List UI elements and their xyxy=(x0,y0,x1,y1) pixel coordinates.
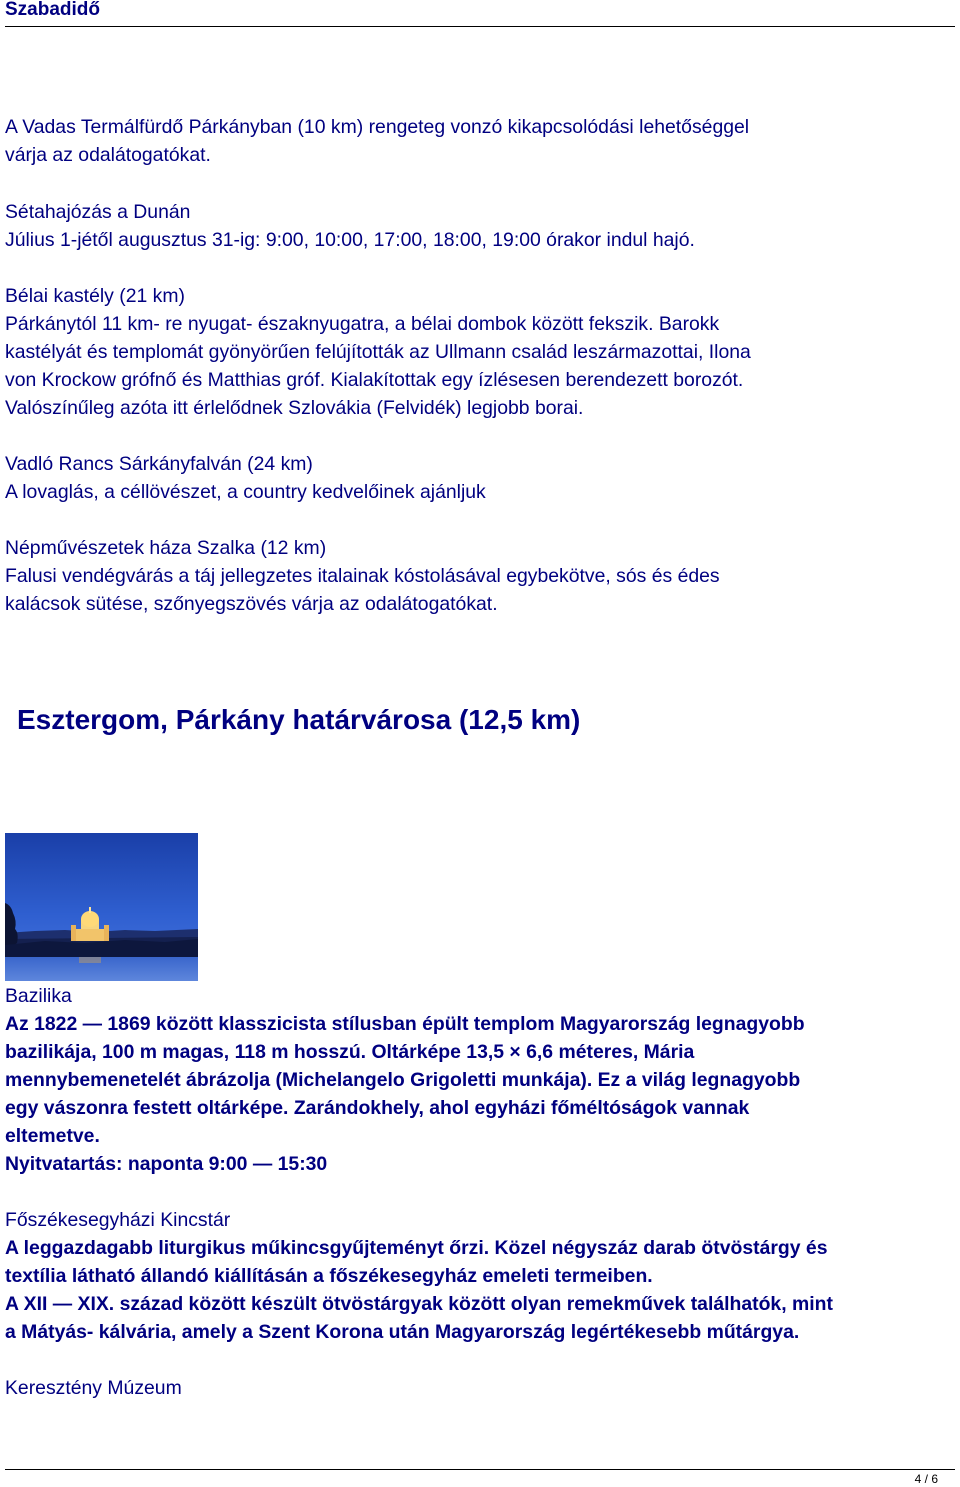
text-line: Bazilika xyxy=(5,985,72,1007)
text-line: Július 1-jétől augusztus 31-ig: 9:00, 10:00, 17:00, 18:00, 19:00 órakor indul hajó. xyxy=(5,229,695,251)
text-line: várja az odalátogatókat. xyxy=(5,144,211,166)
page-number: 4 / 6 xyxy=(914,1472,938,1486)
text-line: A Vadas Termálfürdő Párkányban (10 km) rengeteg vonzó kikapcsolódási lehetőséggel xyxy=(5,116,750,138)
text-line: A leggazdagabb liturgikus műkincsgyűjteményt őrzi. Közel négyszáz darab ötvöstárgy és xyxy=(5,1237,828,1259)
footer-divider xyxy=(5,1469,955,1470)
text-line: egy vászonra festett oltárképe. Zarándokhely, ahol egyházi főméltóságok vannak xyxy=(5,1097,750,1119)
text-line: Vadló Rancs Sárkányfalván (24 km) xyxy=(5,453,313,475)
page-header xyxy=(5,0,955,27)
text-line: kastélyát és templomát gyönyörűen felújították az Ullmann család leszármazottai, Ilona xyxy=(5,341,751,363)
text-line: Nyitvatartás: naponta 9:00 — 15:30 xyxy=(5,1153,328,1175)
text-line: a Mátyás- kálvária, amely a Szent Korona után Magyarország legértékesebb műtárgya. xyxy=(5,1321,800,1343)
section-heading: Esztergom, Párkány határvárosa (12,5 km) xyxy=(17,704,581,735)
text-line: A lovaglás, a céllövészet, a country kedvelőinek ajánljuk xyxy=(5,481,486,503)
text-line: Sétahajózás a Dunán xyxy=(5,201,191,223)
text-line: textília látható állandó kiállításán a főszékesegyház emeleti termeiben. xyxy=(5,1265,653,1287)
text-line: mennybemenetelét ábrázolja (Michelangelo Grigoletti munkája). Ez a világ legnagyobb xyxy=(5,1069,801,1091)
text-line: Főszékesegyházi Kincstár xyxy=(5,1209,231,1231)
text-line: Párkánytól 11 km- re nyugat- északnyugatra, a bélai dombok között fekszik. Barokk xyxy=(5,313,720,335)
text-line: Falusi vendégvárás a táj jellegzetes italainak kóstolásával egybekötve, sós és édes xyxy=(5,565,720,587)
text-line: Népművészetek háza Szalka (12 km) xyxy=(5,537,327,559)
text-line: Az 1822 — 1869 között klasszicista stílusban épült templom Magyarország legnagyobb xyxy=(5,1013,805,1035)
text-line: A XII — XIX. század között készült ötvöstárgyak között olyan remekművek találhatók, mint xyxy=(5,1293,833,1315)
text-line: Bélai kastély (21 km) xyxy=(5,285,185,307)
text-line: bazilikája, 100 m magas, 118 m hosszú. Oltárképe 13,5 × 6,6 méteres, Mária xyxy=(5,1041,695,1063)
text-line: eltemetve. xyxy=(5,1125,100,1147)
text-line: Keresztény Múzeum xyxy=(5,1377,182,1399)
text-line: von Krockow grófnő és Matthias gróf. Kialakítottak egy ízlésesen berendezett borozót. xyxy=(5,369,744,391)
basilica-night-photo xyxy=(5,833,198,981)
text-line: Valószínűleg azóta itt érlelődnek Szlovákia (Felvidék) legjobb borai. xyxy=(5,397,584,419)
text-line: kalácsok sütése, szőnyegszövés várja az odalátogatókat. xyxy=(5,593,498,615)
header-title: Szabadidő xyxy=(5,0,101,20)
